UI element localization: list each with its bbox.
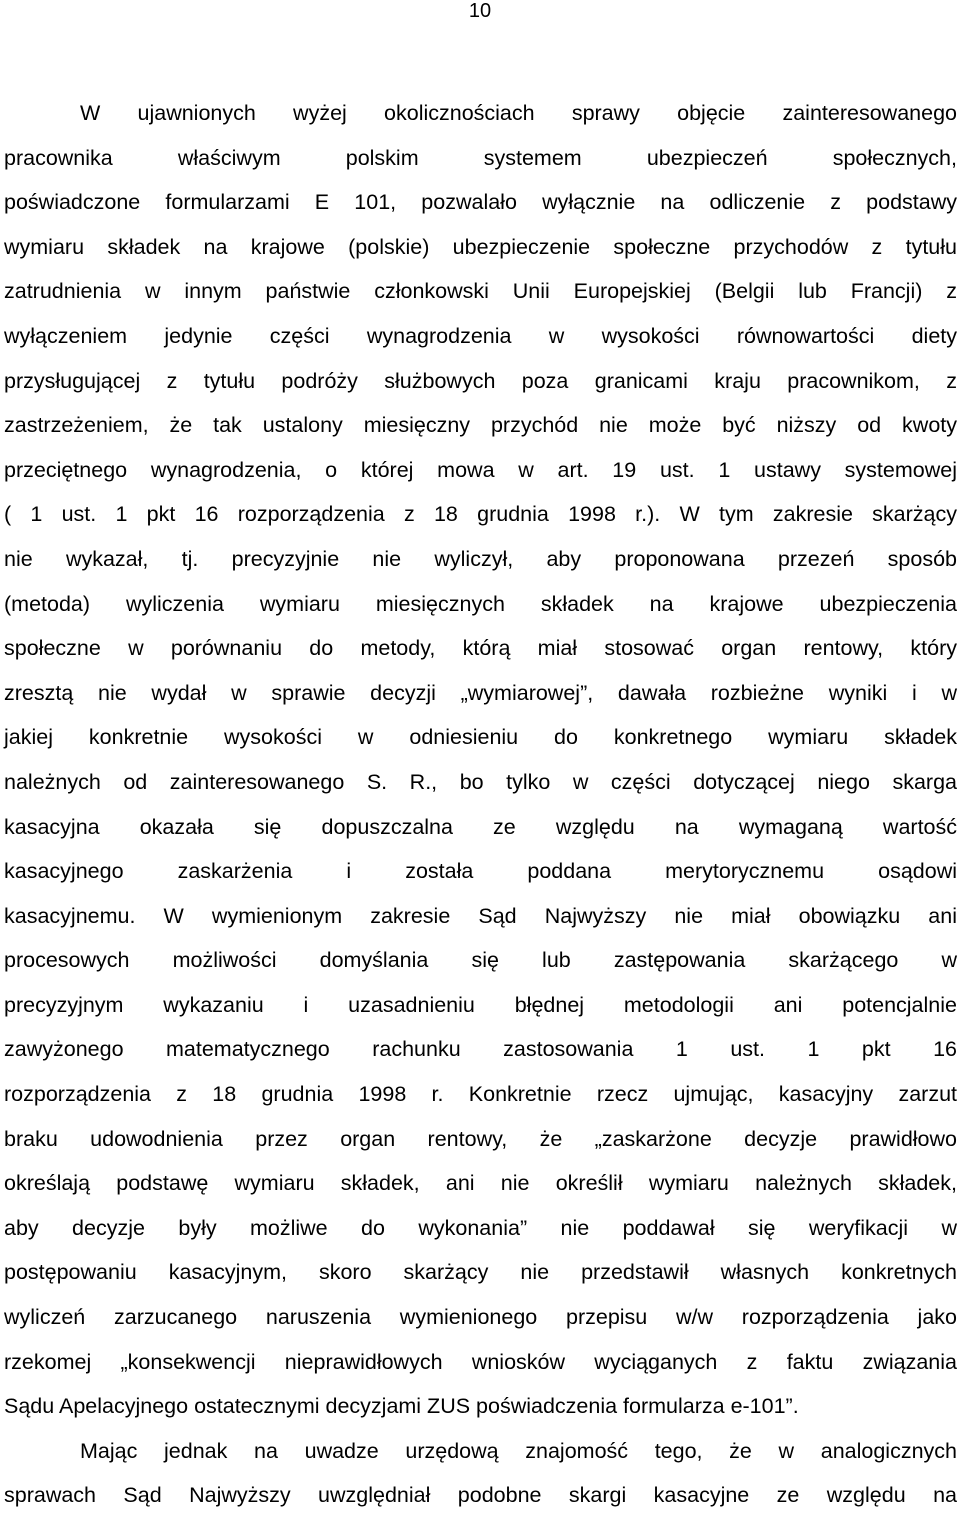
- text-line: procesowych możliwości domyślania się lub zastępowania skarżącego w: [4, 948, 957, 973]
- text-line: zawyżonego matematycznego rachunku zastosowania 1 ust. 1 pkt 16: [4, 1037, 957, 1062]
- text-line: aby decyzje były możliwe do wykonania” nie poddawał się weryfikacji w: [4, 1215, 957, 1240]
- text-line: (metoda) wyliczenia wymiaru miesięcznych składek na krajowe ubezpieczenia: [4, 591, 957, 616]
- text-line: wyliczeń zarzucanego naruszenia wymienionego przepisu w/w rozporządzenia jako: [4, 1305, 957, 1330]
- text-line: rzekomej „konsekwencji nieprawidłowych wniosków wyciąganych z faktu związania: [4, 1349, 957, 1374]
- text-line: braku udowodnienia przez organ rentowy, że „zaskarżone decyzje prawidłowo: [4, 1126, 957, 1151]
- text-line: zresztą nie wydał w sprawie decyzji „wymiarowej”, dawała rozbieżne wyniki i w: [4, 680, 957, 705]
- page-number: 10: [468, 0, 492, 22]
- text-line: poświadczone formularzami E 101, pozwalało wyłącznie na odliczenie z podstawy: [4, 190, 957, 215]
- paragraph-2: [4, 1429, 957, 1518]
- text-line: W ujawnionych wyżej okolicznościach sprawy objęcie zainteresowanego: [80, 101, 957, 125]
- text-line: należnych od zainteresowanego S. R., bo tylko w części dotyczącej niego skarga: [4, 769, 957, 794]
- paragraph-1: [4, 91, 957, 1429]
- text-line: wyłączeniem jedynie części wynagrodzenia w wysokości równowartości diety: [4, 323, 957, 348]
- text-line: kasacyjna okazała się dopuszczalna ze względu na wymaganą wartość: [4, 814, 957, 839]
- text-line: jakiej konkretnie wysokości w odniesieniu do konkretnego wymiaru składek: [4, 725, 957, 750]
- text-line: przeciętnego wynagrodzenia, o której mowa w art. 19 ust. 1 ustawy systemowej: [4, 457, 957, 482]
- text-line: społeczne w porównaniu do metody, którą miał stosować organ rentowy, który: [4, 636, 957, 661]
- text-line: ( 1 ust. 1 pkt 16 rozporządzenia z 18 grudnia 1998 r.). W tym zakresie skarżący: [4, 502, 957, 527]
- text-line: zatrudnienia w innym państwie członkowski Unii Europejskiej (Belgii lub Francji) z: [4, 279, 957, 304]
- text-line: precyzyjnym wykazaniu i uzasadnieniu błędnej metodologii ani potencjalnie: [4, 992, 957, 1017]
- text-line: kasacyjnego zaskarżenia i została poddana merytorycznemu osądowi: [4, 859, 957, 884]
- text-line: zastrzeżeniem, że tak ustalony miesięczny przychód nie może być niższy od kwoty: [4, 413, 957, 438]
- text-line: Sądu Apelacyjnego ostatecznymi decyzjami ZUS poświadczenia formularza e-101”.: [4, 1394, 799, 1419]
- text-line: Mając jednak na uwadze urzędową znajomość tego, że w analogicznych: [80, 1438, 957, 1463]
- document-body: [4, 91, 957, 1518]
- text-line: przysługującej z tytułu podróży służbowych poza granicami kraju pracownikom, z: [4, 368, 957, 393]
- text-line: sprawach Sąd Najwyższy uwzględniał podobne skargi kasacyjne ze względu na: [4, 1483, 957, 1508]
- text-line: postępowaniu kasacyjnym, skoro skarżący nie przedstawił własnych konkretnych: [4, 1260, 957, 1285]
- text-line: kasacyjnemu. W wymienionym zakresie Sąd Najwyższy nie miał obowiązku ani: [4, 903, 957, 928]
- text-line: rozporządzenia z 18 grudnia 1998 r. Konkretnie rzecz ujmując, kasacyjny zarzut: [4, 1082, 957, 1107]
- text-line: wymiaru składek na krajowe (polskie) ubezpieczenie społeczne przychodów z tytułu: [4, 234, 957, 259]
- text-line: pracownika właściwym polskim systemem ubezpieczeń społecznych,: [4, 145, 957, 170]
- text-line: określają podstawę wymiaru składek, ani nie określił wymiaru należnych składek,: [4, 1171, 957, 1196]
- text-line: nie wykazał, tj. precyzyjnie nie wyliczył, aby proponowana przezeń sposób: [4, 546, 957, 571]
